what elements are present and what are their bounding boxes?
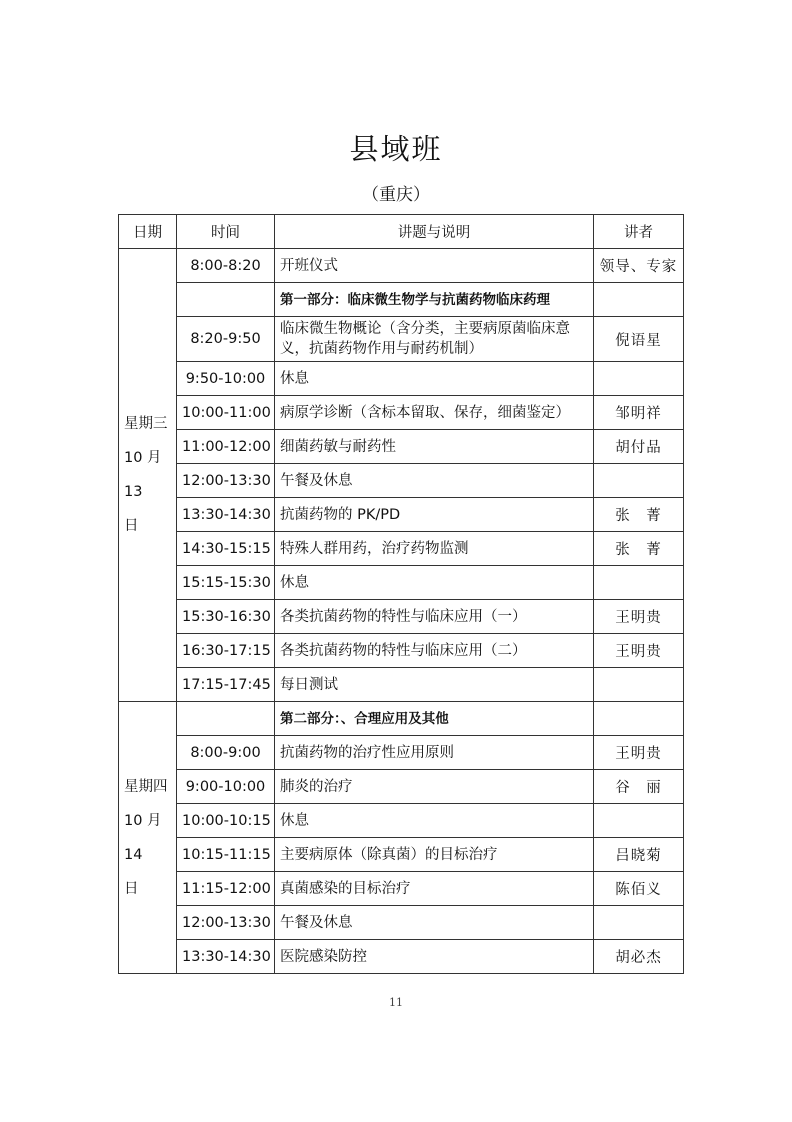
section-row — [119, 283, 684, 317]
table-row — [119, 838, 684, 872]
time-cell: 8:00-9:00 — [177, 736, 275, 770]
speaker-cell — [594, 906, 684, 940]
header-row — [119, 215, 684, 249]
speaker-cell: 张 菁 — [594, 532, 684, 566]
topic-cell: 病原学诊断（含标本留取、保存，细菌鉴定） — [275, 396, 594, 430]
topic-cell: 临床微生物概论（含分类，主要病原菌临床意义，抗菌药物作用与耐药机制） — [275, 317, 594, 362]
topic-cell: 抗菌药物的 PK/PD — [275, 498, 594, 532]
header-date: 日期 — [119, 215, 177, 249]
table-row — [119, 249, 684, 283]
date-label: 10 月 14 — [124, 812, 162, 863]
topic-cell: 主要病原体（除真菌）的目标治疗 — [275, 838, 594, 872]
time-cell: 10:00-11:00 — [177, 396, 275, 430]
page-number: 11 — [389, 996, 403, 1009]
date-label: 10 月 13 — [124, 450, 162, 500]
time-cell: 12:00-13:30 — [177, 906, 275, 940]
speaker-cell — [594, 668, 684, 702]
speaker-cell: 陈佰义 — [594, 872, 684, 906]
section-heading: 第二部分：、合理应用及其他 — [275, 702, 594, 736]
time-cell: 10:00-10:15 — [177, 804, 275, 838]
time-cell: 8:00-8:20 — [177, 249, 275, 283]
topic-cell: 各类抗菌药物的特性与临床应用（一） — [275, 600, 594, 634]
topic-cell: 午餐及休息 — [275, 906, 594, 940]
topic-cell: 休息 — [275, 804, 594, 838]
speaker-cell — [594, 283, 684, 317]
table-row — [119, 566, 684, 600]
topic-cell: 医院感染防控 — [275, 940, 594, 974]
topic-cell: 细菌药敏与耐药性 — [275, 430, 594, 464]
topic-cell: 休息 — [275, 566, 594, 600]
header-topic: 讲题与说明 — [275, 215, 594, 249]
weekday-label: 星期四 — [124, 778, 168, 795]
speaker-cell — [594, 464, 684, 498]
table-row — [119, 600, 684, 634]
topic-cell: 肺炎的治疗 — [275, 770, 594, 804]
date-label-suffix: 日 — [124, 880, 139, 897]
topic-cell: 特殊人群用药，治疗药物监测 — [275, 532, 594, 566]
time-cell: 15:30-16:30 — [177, 600, 275, 634]
table-row — [119, 906, 684, 940]
time-cell: 10:15-11:15 — [177, 838, 275, 872]
time-cell: 8:20-9:50 — [177, 317, 275, 362]
speaker-cell: 胡付品 — [594, 430, 684, 464]
speaker-cell: 谷 丽 — [594, 770, 684, 804]
time-cell: 17:15-17:45 — [177, 668, 275, 702]
table-row — [119, 770, 684, 804]
header-speaker: 讲者 — [594, 215, 684, 249]
day-cell — [119, 249, 177, 702]
table-row — [119, 940, 684, 974]
document-subtitle: （重庆） — [362, 185, 430, 205]
topic-cell: 午餐及休息 — [275, 464, 594, 498]
section-row — [119, 702, 684, 736]
table-row — [119, 464, 684, 498]
time-cell: 15:15-15:30 — [177, 566, 275, 600]
topic-cell: 抗菌药物的治疗性应用原则 — [275, 736, 594, 770]
speaker-cell: 王明贵 — [594, 634, 684, 668]
topic-cell: 休息 — [275, 362, 594, 396]
table-row — [119, 872, 684, 906]
table-row — [119, 634, 684, 668]
topic-cell: 真菌感染的目标治疗 — [275, 872, 594, 906]
speaker-cell — [594, 804, 684, 838]
table-row — [119, 498, 684, 532]
speaker-cell: 胡必杰 — [594, 940, 684, 974]
section-heading: 第一部分：临床微生物学与抗菌药物临床药理 — [275, 283, 594, 317]
speaker-cell: 倪语星 — [594, 317, 684, 362]
speaker-cell: 邹明祥 — [594, 396, 684, 430]
topic-cell: 开班仪式 — [275, 249, 594, 283]
time-cell: 13:30-14:30 — [177, 940, 275, 974]
schedule-table — [118, 214, 684, 974]
table-row — [119, 362, 684, 396]
topic-cell: 每日测试 — [275, 668, 594, 702]
speaker-cell — [594, 566, 684, 600]
time-cell: 11:00-12:00 — [177, 430, 275, 464]
table-row — [119, 804, 684, 838]
header-time: 时间 — [177, 215, 275, 249]
document-title: 县域班 — [349, 132, 443, 166]
time-cell: 16:30-17:15 — [177, 634, 275, 668]
speaker-cell — [594, 362, 684, 396]
table-row — [119, 396, 684, 430]
day-cell — [119, 702, 177, 974]
date-label-suffix: 日 — [124, 518, 139, 534]
table-row — [119, 668, 684, 702]
table-row — [119, 736, 684, 770]
weekday-label: 星期三 — [124, 416, 168, 432]
speaker-cell — [594, 702, 684, 736]
time-cell — [177, 283, 275, 317]
speaker-cell: 王明贵 — [594, 600, 684, 634]
time-cell — [177, 702, 275, 736]
speaker-cell: 领导、专家 — [594, 249, 684, 283]
time-cell: 11:15-12:00 — [177, 872, 275, 906]
time-cell: 14:30-15:15 — [177, 532, 275, 566]
time-cell: 13:30-14:30 — [177, 498, 275, 532]
table-row — [119, 430, 684, 464]
table-row — [119, 317, 684, 362]
speaker-cell: 王明贵 — [594, 736, 684, 770]
time-cell: 9:00-10:00 — [177, 770, 275, 804]
topic-cell: 各类抗菌药物的特性与临床应用（二） — [275, 634, 594, 668]
speaker-cell: 吕晓菊 — [594, 838, 684, 872]
time-cell: 12:00-13:30 — [177, 464, 275, 498]
speaker-cell: 张 菁 — [594, 498, 684, 532]
table-row — [119, 532, 684, 566]
time-cell: 9:50-10:00 — [177, 362, 275, 396]
